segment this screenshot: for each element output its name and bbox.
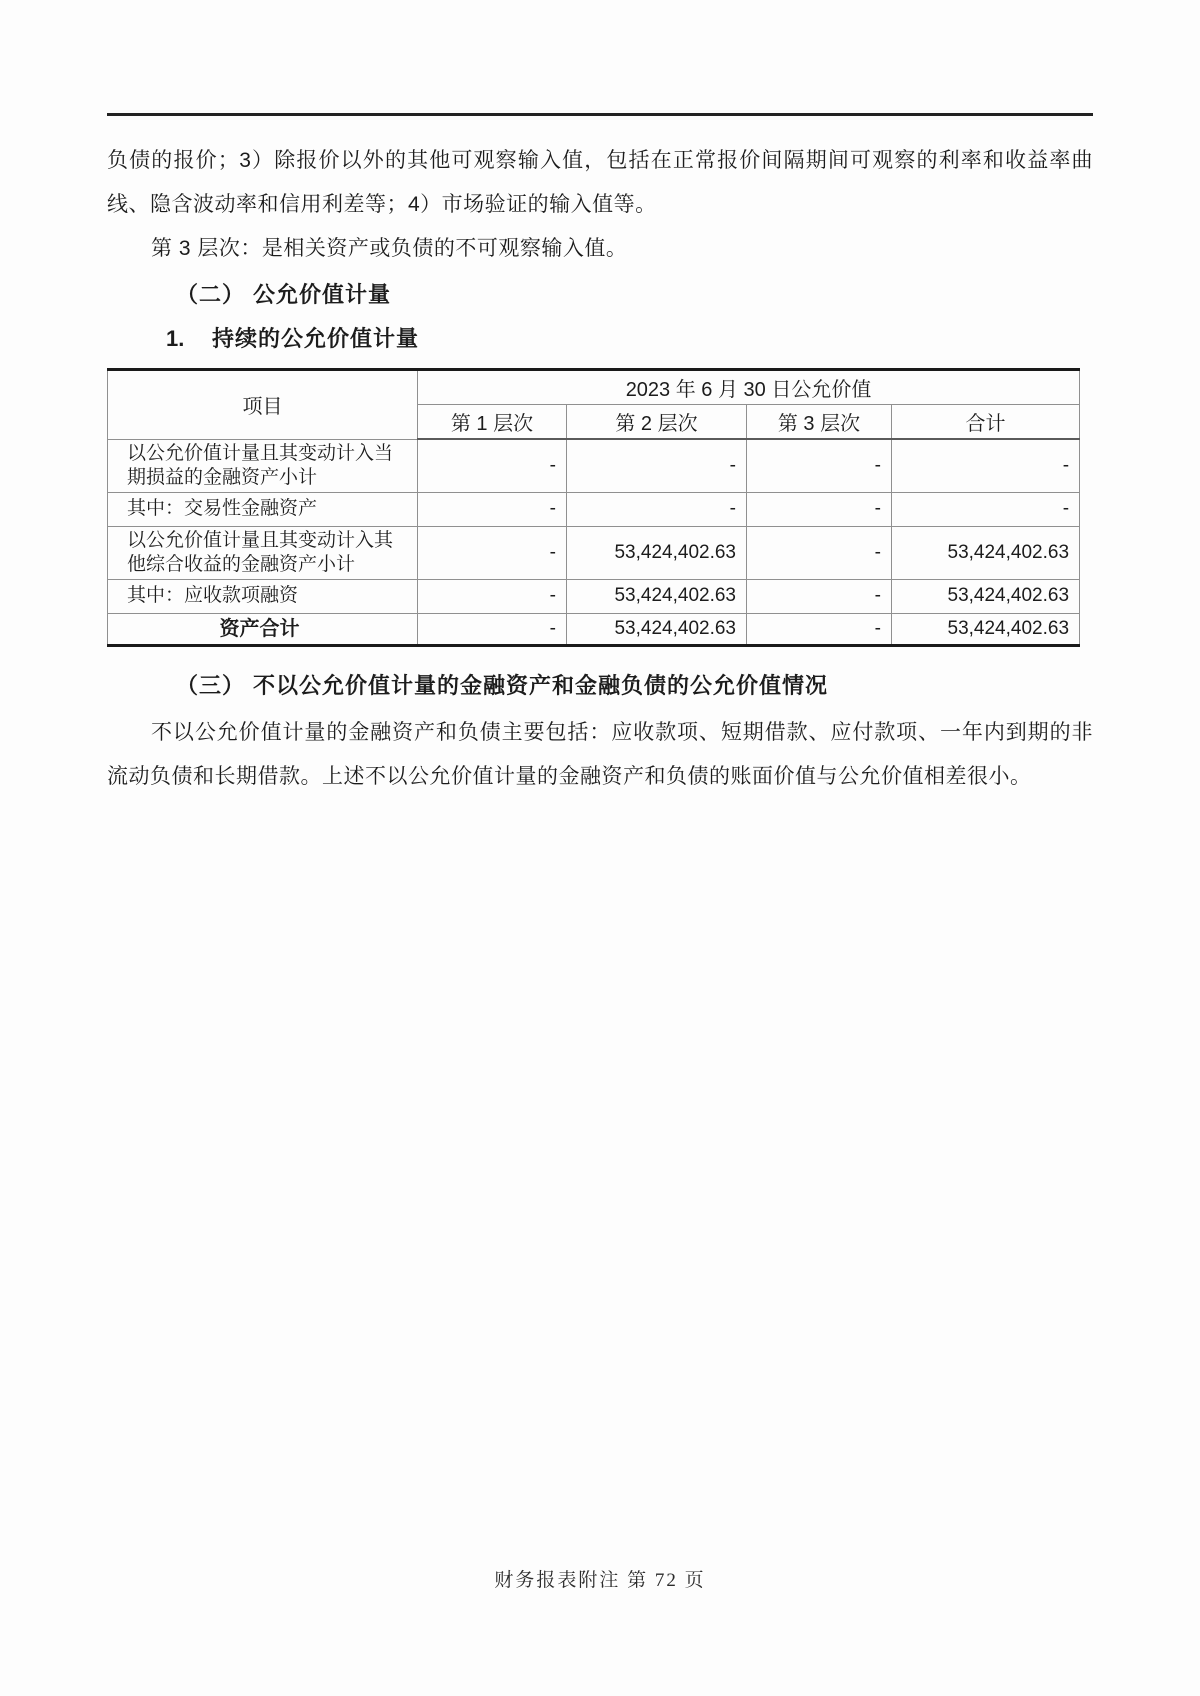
row-value: - (418, 439, 567, 492)
section-heading-3-number: （三） (176, 672, 246, 698)
subsection-heading-1-number: 1. (166, 326, 185, 351)
row-value: - (747, 526, 892, 579)
subsection-heading-1 (166, 324, 1093, 354)
section-heading-2-title: 公允价值计量 (253, 282, 392, 307)
paragraph-level3: 第 3 层次：是相关资产或负债的不可观察输入值。 (151, 237, 628, 260)
table-header-level3: 第 3 层次 (747, 405, 892, 440)
row-value: - (418, 579, 567, 613)
section-heading-2-number: （二） (176, 282, 246, 307)
subsection-heading-1-title: 持续的公允价值计量 (212, 326, 420, 351)
row-label: 以公允价值计量且其变动计入其他综合收益的金融资产小计 (108, 526, 418, 579)
section-heading-2 (176, 280, 1093, 310)
table-header-level2: 第 2 层次 (567, 405, 747, 440)
table-row (108, 492, 1080, 526)
page-content (0, 0, 1200, 799)
row-value: 53,424,402.63 (567, 526, 747, 579)
section-heading-3-title: 不以公允价值计量的金融资产和金融负债的公允价值情况 (253, 672, 829, 698)
table-row (108, 579, 1080, 613)
row-value: 53,424,402.63 (892, 613, 1080, 645)
row-label: 其中：应收款项融资 (108, 579, 418, 613)
paragraph-continuation: 负债的报价；3）除报价以外的其他可观察输入值，包括在正常报价间隔期间可观察的利率和收益率曲线、隐含波动率和信用利差等；4）市场验证的输入值等。 (107, 149, 1093, 216)
page-footer: 财务报表附注 第 72 页 (494, 1570, 706, 1591)
row-value: - (747, 439, 892, 492)
row-value: - (418, 613, 567, 645)
section-heading-3 (176, 671, 1093, 701)
fair-value-table (107, 368, 1080, 647)
total-row-label: 资产合计 (108, 613, 418, 645)
row-value: - (892, 492, 1080, 526)
row-value: 53,424,402.63 (567, 613, 747, 645)
row-value: - (418, 526, 567, 579)
row-label: 以公允价值计量且其变动计入当期损益的金融资产小计 (108, 439, 418, 492)
table-header-total: 合计 (892, 405, 1080, 440)
table-row (108, 526, 1080, 579)
table-row (108, 439, 1080, 492)
table-header-item: 项目 (108, 370, 418, 440)
row-value: - (892, 439, 1080, 492)
row-value: - (567, 492, 747, 526)
row-value: - (747, 579, 892, 613)
paragraph-not-fair-value: 不以公允价值计量的金融资产和负债主要包括：应收款项、短期借款、应付款项、一年内到期的非流动负债和长期借款。上述不以公允价值计量的金融资产和负债的账面价值与公允价值相差很小。 (107, 720, 1093, 788)
row-label: 其中：交易性金融资产 (108, 492, 418, 526)
table-header-level1: 第 1 层次 (418, 405, 567, 440)
row-value: - (418, 492, 567, 526)
row-value: - (747, 492, 892, 526)
row-value: 53,424,402.63 (567, 579, 747, 613)
header-rule (107, 113, 1093, 116)
row-value: - (567, 439, 747, 492)
row-value: - (747, 613, 892, 645)
row-value: 53,424,402.63 (892, 526, 1080, 579)
table-header-row-group (108, 370, 1080, 405)
table-header-group: 2023 年 6 月 30 日公允价值 (418, 370, 1080, 405)
table-total-row (108, 613, 1080, 645)
row-value: 53,424,402.63 (892, 579, 1080, 613)
